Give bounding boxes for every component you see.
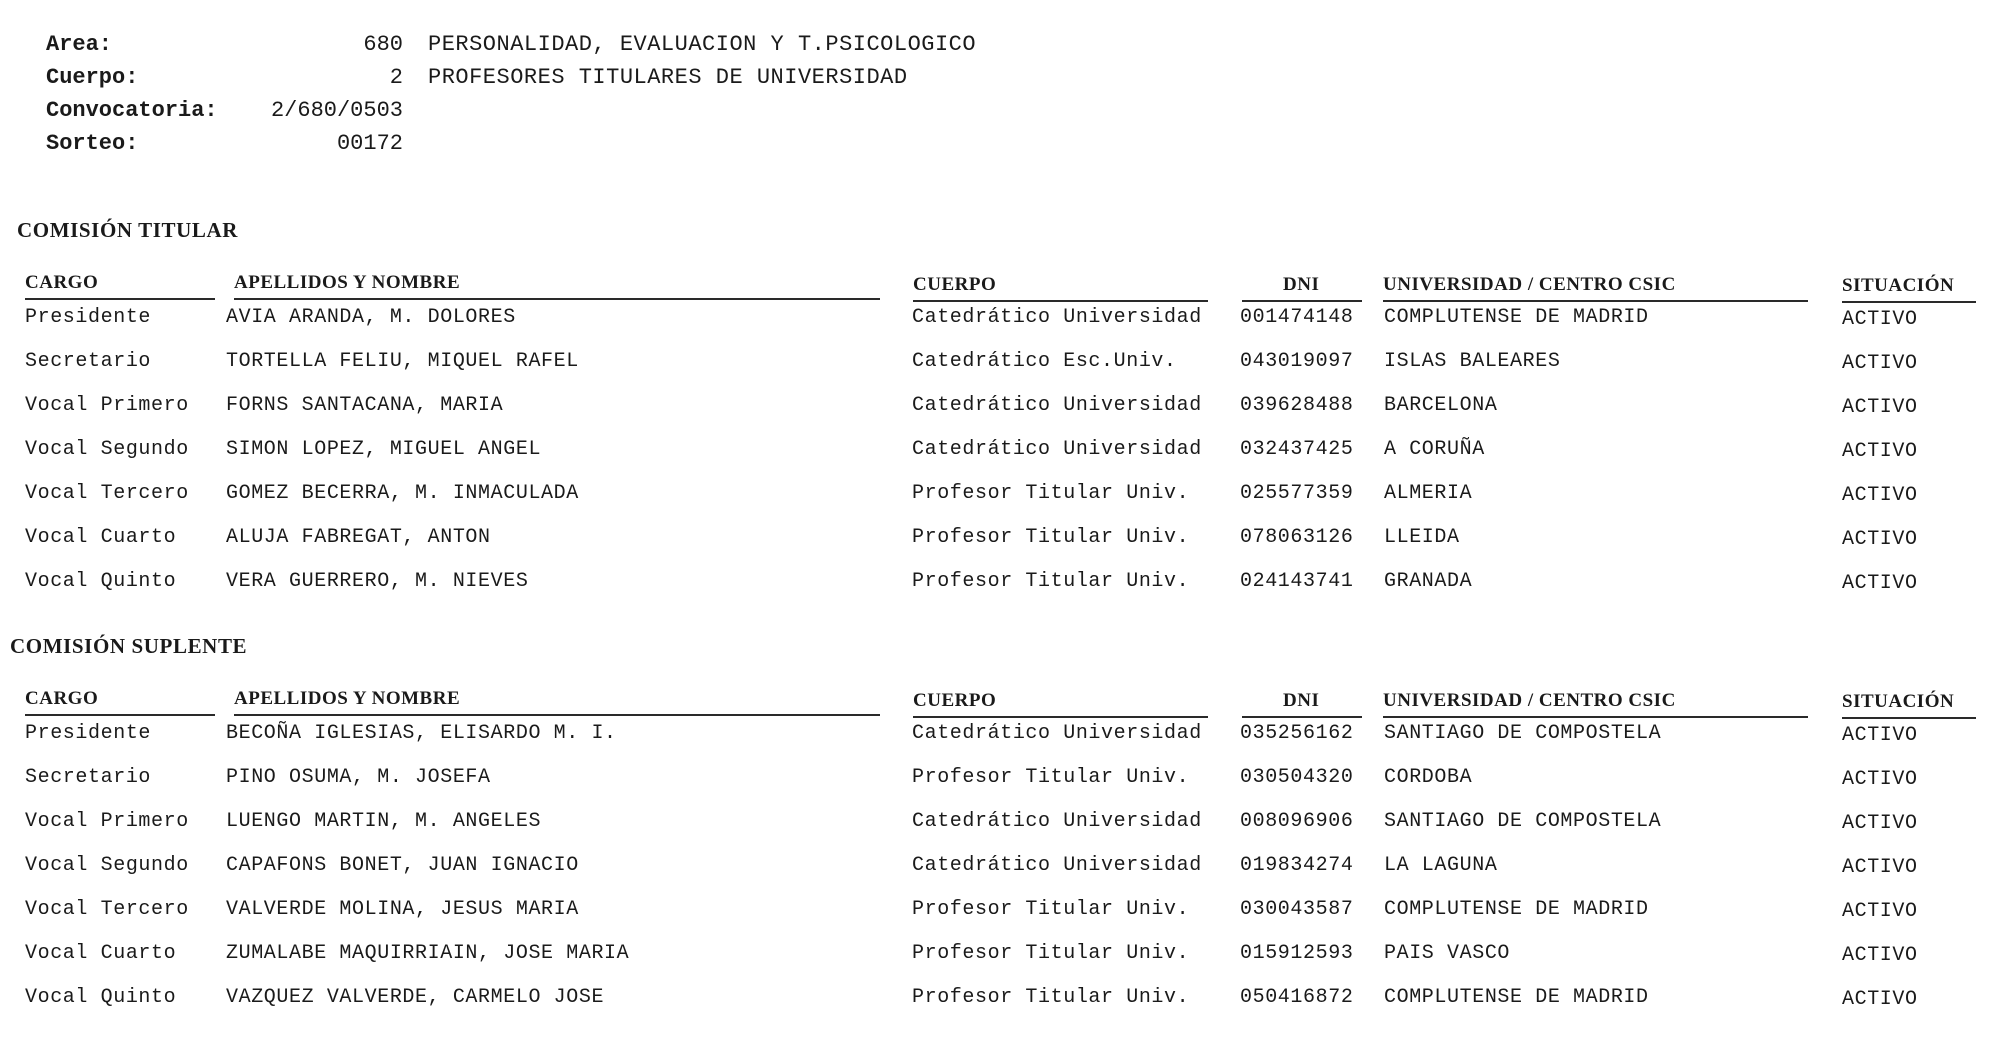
cell-nombre: SIMON LOPEZ, MIGUEL ANGEL (226, 438, 542, 461)
table-row (0, 526, 2000, 570)
cell-nombre: ALUJA FABREGAT, ANTON (226, 526, 491, 549)
cell-situacion: ACTIVO (1842, 988, 1918, 1011)
cuerpo-label: Cuerpo: (46, 65, 139, 90)
cell-situacion: ACTIVO (1842, 572, 1918, 595)
cell-cuerpo: Profesor Titular Univ. (912, 766, 1190, 789)
cell-dni: 043019097 (1240, 350, 1354, 373)
header-underline (1383, 716, 1808, 718)
area-number: 680 (363, 32, 403, 57)
cell-dni: 008096906 (1240, 810, 1354, 833)
cell-nombre: AVIA ARANDA, M. DOLORES (226, 306, 516, 329)
cell-cargo: Vocal Quinto (25, 570, 177, 593)
cell-situacion: ACTIVO (1842, 768, 1918, 791)
column-header-universidad: UNIVERSIDAD / CENTRO CSIC (1383, 274, 1676, 295)
area-description: PERSONALIDAD, EVALUACION Y T.PSICOLOGICO (428, 32, 977, 57)
cuerpo-description: PROFESORES TITULARES DE UNIVERSIDAD (428, 65, 908, 90)
header-underline (25, 298, 215, 300)
cell-situacion: ACTIVO (1842, 900, 1918, 923)
cell-nombre: PINO OSUMA, M. JOSEFA (226, 766, 491, 789)
header-underline (1383, 300, 1808, 302)
cell-nombre: VAZQUEZ VALVERDE, CARMELO JOSE (226, 986, 605, 1009)
table-row (0, 722, 2000, 766)
header-underline (913, 716, 1208, 718)
cell-universidad: LA LAGUNA (1384, 854, 1498, 877)
cell-situacion: ACTIVO (1842, 308, 1918, 331)
cell-cuerpo: Catedrático Universidad (912, 854, 1202, 877)
column-header-situacion: SITUACIÓN (1842, 275, 1955, 296)
cell-cargo: Secretario (25, 766, 152, 789)
cell-cargo: Vocal Segundo (25, 438, 189, 461)
column-header-dni: DNI (1283, 274, 1320, 295)
cell-nombre: GOMEZ BECERRA, M. INMACULADA (226, 482, 579, 505)
cell-cuerpo: Profesor Titular Univ. (912, 898, 1190, 921)
cell-dni: 050416872 (1240, 986, 1354, 1009)
cell-universidad: BARCELONA (1384, 394, 1498, 417)
table-row (0, 986, 2000, 1030)
cell-universidad: COMPLUTENSE DE MADRID (1384, 986, 1649, 1009)
cell-universidad: LLEIDA (1384, 526, 1460, 549)
cell-cargo: Vocal Primero (25, 810, 189, 833)
table-row (0, 766, 2000, 810)
header-underline (1842, 301, 1976, 303)
cell-cuerpo: Profesor Titular Univ. (912, 986, 1190, 1009)
column-header-dni: DNI (1283, 690, 1320, 711)
header-underline (234, 714, 880, 716)
column-header-cargo: CARGO (25, 688, 99, 709)
sorteo-label: Sorteo: (46, 131, 139, 156)
header-underline (913, 300, 1208, 302)
cell-nombre: ZUMALABE MAQUIRRIAIN, JOSE MARIA (226, 942, 630, 965)
sorteo-value: 00172 (336, 131, 403, 156)
cell-cuerpo: Catedrático Esc.Univ. (912, 350, 1177, 373)
column-header-cuerpo: CUERPO (913, 274, 997, 295)
table-row (0, 438, 2000, 482)
table-row (0, 306, 2000, 350)
cell-cargo: Presidente (25, 722, 152, 745)
cell-universidad: A CORUÑA (1384, 438, 1485, 461)
cell-cuerpo: Profesor Titular Univ. (912, 482, 1190, 505)
cell-cuerpo: Catedrático Universidad (912, 722, 1202, 745)
table-row (0, 854, 2000, 898)
cell-dni: 025577359 (1240, 482, 1354, 505)
cell-cargo: Vocal Cuarto (25, 942, 177, 965)
table-row (0, 394, 2000, 438)
convocatoria-value: 2/680/0503 (270, 98, 403, 123)
cell-nombre: VALVERDE MOLINA, JESUS MARIA (226, 898, 579, 921)
cell-situacion: ACTIVO (1842, 440, 1918, 463)
section-title-titular: COMISIÓN TITULAR (17, 218, 239, 242)
cell-dni: 030043587 (1240, 898, 1354, 921)
cell-dni: 001474148 (1240, 306, 1354, 329)
cell-cuerpo: Catedrático Universidad (912, 394, 1202, 417)
cell-cuerpo: Profesor Titular Univ. (912, 526, 1190, 549)
table-row (0, 350, 2000, 394)
column-header-nombre: APELLIDOS Y NOMBRE (234, 272, 461, 293)
cell-dni: 024143741 (1240, 570, 1354, 593)
column-header-universidad: UNIVERSIDAD / CENTRO CSIC (1383, 690, 1676, 711)
cell-cuerpo: Profesor Titular Univ. (912, 570, 1190, 593)
cell-nombre: BECOÑA IGLESIAS, ELISARDO M. I. (226, 722, 617, 745)
cell-universidad: SANTIAGO DE COMPOSTELA (1384, 810, 1662, 833)
cell-dni: 039628488 (1240, 394, 1354, 417)
cell-situacion: ACTIVO (1842, 944, 1918, 967)
cell-universidad: CORDOBA (1384, 766, 1473, 789)
header-underline (1242, 716, 1362, 718)
table-row (0, 482, 2000, 526)
cell-dni: 078063126 (1240, 526, 1354, 549)
cell-cargo: Vocal Primero (25, 394, 189, 417)
table-row (0, 942, 2000, 986)
cell-cuerpo: Catedrático Universidad (912, 306, 1202, 329)
cell-cuerpo: Catedrático Universidad (912, 438, 1202, 461)
cell-cargo: Vocal Segundo (25, 854, 189, 877)
cell-dni: 015912593 (1240, 942, 1354, 965)
cell-situacion: ACTIVO (1842, 856, 1918, 879)
convocatoria-label: Convocatoria: (46, 98, 218, 123)
cell-cargo: Vocal Cuarto (25, 526, 177, 549)
cell-cuerpo: Profesor Titular Univ. (912, 942, 1190, 965)
cell-universidad: ALMERIA (1384, 482, 1473, 505)
cell-cargo: Vocal Quinto (25, 986, 177, 1009)
cell-situacion: ACTIVO (1842, 724, 1918, 747)
cell-cuerpo: Catedrático Universidad (912, 810, 1202, 833)
cell-dni: 030504320 (1240, 766, 1354, 789)
column-header-cargo: CARGO (25, 272, 99, 293)
header-underline (1842, 717, 1976, 719)
cell-cargo: Vocal Tercero (25, 482, 189, 505)
column-header-nombre: APELLIDOS Y NOMBRE (234, 688, 461, 709)
cuerpo-number: 2 (389, 65, 403, 90)
table-row (0, 570, 2000, 614)
cell-cargo: Secretario (25, 350, 152, 373)
area-label: Area: (46, 32, 113, 57)
cell-universidad: GRANADA (1384, 570, 1473, 593)
cell-situacion: ACTIVO (1842, 396, 1918, 419)
cell-situacion: ACTIVO (1842, 812, 1918, 835)
cell-cargo: Presidente (25, 306, 152, 329)
header-underline (1242, 300, 1362, 302)
cell-universidad: ISLAS BALEARES (1384, 350, 1561, 373)
column-header-cuerpo: CUERPO (913, 690, 997, 711)
cell-nombre: CAPAFONS BONET, JUAN IGNACIO (226, 854, 579, 877)
cell-dni: 035256162 (1240, 722, 1354, 745)
cell-situacion: ACTIVO (1842, 528, 1918, 551)
table-row (0, 810, 2000, 854)
cell-nombre: LUENGO MARTIN, M. ANGELES (226, 810, 542, 833)
cell-situacion: ACTIVO (1842, 352, 1918, 375)
section-title-suplente: COMISIÓN SUPLENTE (10, 634, 248, 658)
cell-dni: 019834274 (1240, 854, 1354, 877)
column-header-situacion: SITUACIÓN (1842, 691, 1955, 712)
cell-universidad: SANTIAGO DE COMPOSTELA (1384, 722, 1662, 745)
cell-nombre: FORNS SANTACANA, MARIA (226, 394, 504, 417)
cell-dni: 032437425 (1240, 438, 1354, 461)
cell-universidad: PAIS VASCO (1384, 942, 1511, 965)
header-underline (25, 714, 215, 716)
cell-nombre: VERA GUERRERO, M. NIEVES (226, 570, 529, 593)
cell-universidad: COMPLUTENSE DE MADRID (1384, 306, 1649, 329)
cell-nombre: TORTELLA FELIU, MIQUEL RAFEL (226, 350, 579, 373)
cell-situacion: ACTIVO (1842, 484, 1918, 507)
table-row (0, 898, 2000, 942)
cell-universidad: COMPLUTENSE DE MADRID (1384, 898, 1649, 921)
header-underline (234, 298, 880, 300)
cell-cargo: Vocal Tercero (25, 898, 189, 921)
